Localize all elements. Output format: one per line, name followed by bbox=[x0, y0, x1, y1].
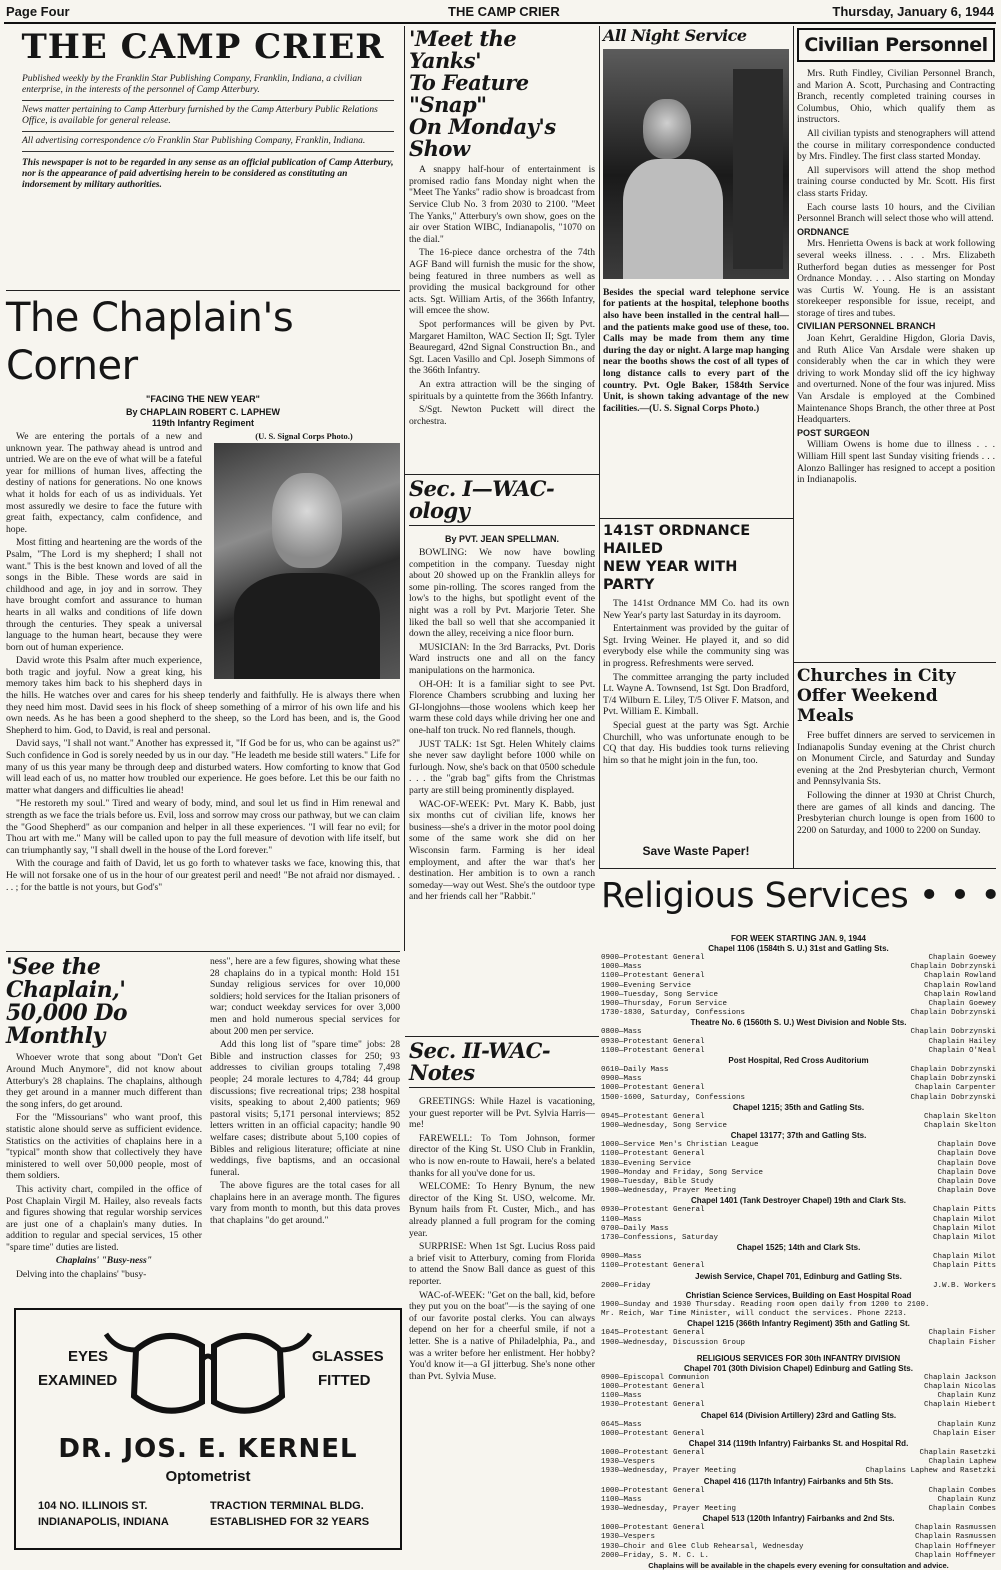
schedule-row bbox=[601, 1113, 996, 1122]
service-time: 0945—Protestant General bbox=[601, 1112, 705, 1121]
division-heading: RELIGIOUS SERVICES FOR 30th INFANTRY DIVISION bbox=[696, 1353, 901, 1363]
service-time: 1000—Protestant General bbox=[601, 1084, 705, 1093]
schedule-row bbox=[601, 963, 996, 972]
service-chaplain: Chaplain Dobrzynski bbox=[910, 963, 996, 972]
paragraph: All civilian typists and stenographers will attend the course in military correspondence conducted by Mrs. Findley. The first class started Monday. bbox=[797, 127, 995, 163]
schedule-row bbox=[601, 1282, 996, 1291]
column-text bbox=[603, 598, 789, 766]
schedule-location-heading: Chapel 1215 (366th Infantry Regiment) 35th and Gatling St. bbox=[687, 1319, 910, 1329]
headline-line: 50,000 Do Monthly bbox=[6, 1000, 128, 1050]
paragraph: Entertainment was provided by the guitar of Sgt. Irving Weiner. He played it, and so did everybody else while the community sing was in progress. Refreshments were served. bbox=[603, 623, 789, 669]
service-chaplain: Chaplain Skelton bbox=[923, 1122, 996, 1131]
paragraph: ness", here are a few figures, showing what these 28 chaplains do in a typical month: Hold 151 Sunday religious services for over 10,000 soldiers; hold services for the Italian prisoners of war; conduct weekday services for over 3,000 men and hold numerous special services for about 200 men per service. bbox=[210, 956, 400, 1037]
service-chaplain: Chaplain Hoffmeyer bbox=[914, 1551, 996, 1560]
service-chaplain: Chaplain Dobrzynski bbox=[910, 1093, 996, 1102]
service-chaplain: Chaplain Dove bbox=[937, 1187, 996, 1196]
schedule-row bbox=[601, 1234, 996, 1243]
schedule-row bbox=[601, 1383, 996, 1392]
service-chaplain: Chaplain Milot bbox=[932, 1234, 996, 1243]
service-time: 1900—Thursday, Forum Service bbox=[601, 1000, 728, 1009]
schedule-location-heading: Christian Science Services, Building on East Hospital Road bbox=[685, 1290, 912, 1300]
schedule-row bbox=[601, 1160, 996, 1169]
schedule-row bbox=[601, 1000, 996, 1009]
service-chaplain: Chaplain Laphew bbox=[928, 1458, 996, 1467]
column-text bbox=[210, 956, 400, 1227]
schedule-row bbox=[601, 1552, 996, 1561]
all-night-service bbox=[603, 28, 789, 516]
service-time: Mr. Reich, War Time Minister, will conduct the services. Phone 2213. bbox=[601, 1310, 908, 1319]
yanks-article bbox=[409, 28, 595, 472]
ad-established: ESTABLISHED FOR 32 YEARS bbox=[210, 1516, 370, 1528]
paragraph: S/Sgt. Newton Puckett will direct the orchestra. bbox=[409, 404, 595, 427]
civilian-personnel bbox=[797, 28, 995, 658]
paragraph: WAC-OF-WEEK: Pvt. Mary K. Babb, just six months cut of civilian life, knows her business—she's a driver in the motor pool doing some of the same work she did on her Wisconsin farm. Farming is her ideal employment, and after the war that's her destination. Her ambition is to own a ranch someday—way out West. She's the outdoor type and her friends call her "Rabbit." bbox=[409, 798, 595, 903]
paragraph: Spot performances will be given by Pvt. Margaret Hamilton, WAC Section II; Sgt. Tyler Beauregard, 42nd Signal Construction Bn., and Sgt. Lacen Vasillo and Cpl. Joseph Simmons of the 366th Infantry. bbox=[409, 319, 595, 377]
paragraph: OH-OH: It is a familiar sight to see Pvt. Florence Chambers scrubbing and luxing her GI-longjohns—those woolens which keep her warm these cold days while driving her one and one-half ton truck. No red flannels, though. bbox=[409, 678, 595, 736]
service-time: 1100—Protestant General bbox=[601, 1262, 705, 1271]
service-chaplain: Chaplain Kunz bbox=[937, 1392, 996, 1401]
schedule-row bbox=[601, 1047, 996, 1056]
service-time: 0900—Mass bbox=[601, 1075, 642, 1084]
headline-line: On Monday's Show bbox=[409, 114, 556, 162]
paragraph: For the "Missourians" who want proof, this statistic alone should serve as sufficient evidence. Statistics on the activities of chaplains here in a "typical" month show that collectively they have ministered to well over 50,000 people, most of them soldiers. bbox=[6, 1112, 202, 1182]
section-title: Sec. II-WAC-Notes bbox=[409, 1040, 595, 1088]
schedule-row bbox=[601, 1533, 996, 1542]
schedule-row bbox=[601, 1075, 996, 1084]
wacnotes-article bbox=[409, 1040, 595, 1548]
subheading: POST SURGEON bbox=[797, 427, 870, 438]
service-time: 1900—Wednesday, Prayer Meeting bbox=[601, 1187, 737, 1196]
service-chaplain: Chaplain O'Neal bbox=[928, 1046, 996, 1055]
schedule-row bbox=[601, 1084, 996, 1093]
service-time: 0930—Protestant General bbox=[601, 1037, 705, 1046]
service-chaplain: Chaplain Combes bbox=[928, 1486, 996, 1495]
schedule-row bbox=[601, 1374, 996, 1383]
service-time: 1900—Monday and Friday, Song Service bbox=[601, 1168, 764, 1177]
schedule-row bbox=[601, 1339, 996, 1348]
schedule-row bbox=[601, 1524, 996, 1533]
see-chaplain-article bbox=[6, 956, 400, 1300]
service-chaplain: Chaplain Dobrzynski bbox=[910, 1066, 996, 1075]
column-text bbox=[797, 730, 995, 836]
paragraph: FAREWELL: To Tom Johnson, former director of the King St. USO Club in Franklin, who is now en-route to Hawaii, here's a belated thanks for all you've done for us. bbox=[409, 1132, 595, 1179]
headline-line: 141ST ORDNANCE HAILED bbox=[603, 523, 751, 557]
service-time: 1000—Service Men's Christian League bbox=[601, 1141, 759, 1150]
service-chaplain: Chaplains Laphew and Rasetzki bbox=[865, 1467, 996, 1476]
paragraph: Special guest at the party was Sgt. Archie Churchill, who was unfortunate enough to be CQ that day. His buddies took turns relieving him so that he might join in the fun, too. bbox=[603, 719, 789, 766]
service-chaplain: Chaplain Eiser bbox=[932, 1429, 996, 1438]
service-time: 1500-1600, Saturday, Confessions bbox=[601, 1093, 746, 1102]
service-time: 0610—Daily Mass bbox=[601, 1066, 669, 1075]
service-time: 1730-1830, Saturday, Confessions bbox=[601, 1009, 746, 1018]
headline-line: 'See the Chaplain,' bbox=[6, 954, 126, 1004]
schedule-row bbox=[601, 1329, 996, 1338]
service-time: 1930—Wednesday, Prayer Meeting bbox=[601, 1467, 737, 1476]
paragraph: With the courage and faith of David, let us go forth to whatever tasks we face, knowing this, that He will not forsake one of us in the hour of our greatest peril and need! "Be not afraid nor dismayed. . . . ; for the battle is not yours, but God's" bbox=[6, 858, 400, 893]
paragraph: We are entering the portals of a new and unknown year. The pathway ahead is untrod and untried. We are on the eve of what will be a fateful year for millions of human lives, affecting the destiny of nations for generations. No one knows what it holds for each of us as individuals. Yet most assuredly we desire to face the future with great faith, expectancy, calm confidence, and hope. bbox=[6, 431, 202, 535]
schedule-location-heading: Chapel 13177; 37th and Gatling Sts. bbox=[730, 1131, 867, 1141]
ordnance-party-article bbox=[603, 522, 789, 866]
service-chaplain: Chaplain Rasetzki bbox=[919, 1448, 996, 1457]
service-time: 0800—Mass bbox=[601, 1028, 642, 1037]
division-schedule bbox=[601, 1364, 996, 1561]
schedule-row bbox=[601, 1467, 996, 1476]
service-chaplain: Chaplain Fisher bbox=[928, 1329, 996, 1338]
service-chaplain: Chaplain Dove bbox=[937, 1150, 996, 1159]
schedule-row bbox=[601, 1430, 996, 1439]
paragraph: Mrs. Ruth Findley, Civilian Personnel Branch, and Marion A. Scott, Purchasing and Contracting Branch, recently completed training courses in Columbus, Ohio, which qualify them as instructors. bbox=[797, 68, 995, 126]
service-time: 0930—Protestant General bbox=[601, 1206, 705, 1215]
schedule-location-heading: Chapel 1106 (1584th S. U.) 31st and Gatling Sts. bbox=[708, 944, 889, 953]
masthead-notice-advertising: All advertising correspondence c/o Franklin Star Publishing Company, Franklin, Indiana. bbox=[22, 136, 394, 152]
paragraph: Most fitting and heartening are the words of the Psalm, "The Lord is my shepherd; I shall not want." This is the best known and loved of all the songs in the Bible. These words are said in childhood and age, in joy and in sorrow. They have brought comfort and assurance to human hearts in all walks and conditions of life down through the centuries. They speak a universal language to the human heart, because they were born out of human experience. bbox=[6, 537, 202, 653]
service-time: 1000—Protestant General bbox=[601, 1429, 705, 1438]
schedule-location-heading: Post Hospital, Red Cross Auditorium bbox=[728, 1056, 869, 1066]
service-time: 1100—Mass bbox=[601, 1215, 642, 1224]
telephone-photo bbox=[603, 49, 789, 279]
column-text bbox=[6, 1052, 202, 1280]
subheading: Chaplains' "Busy-ness" bbox=[55, 1255, 153, 1267]
service-time: 1730—Confessions, Saturday bbox=[601, 1234, 719, 1243]
service-time: 1100—Protestant General bbox=[601, 1046, 705, 1055]
ad-title: Optometrist bbox=[165, 1468, 251, 1485]
issue-date: Thursday, January 6, 1944 bbox=[832, 4, 994, 19]
service-chaplain: Chaplain Pitts bbox=[932, 1206, 996, 1215]
service-time: 1930—Vespers bbox=[601, 1533, 656, 1542]
paragraph: David says, "I shall not want." Another has expressed it, "If God be for us, who can be against us?" Such confidence in God is sorely needed by us in our day. "He leadeth me beside still waters." Life for many of us this year many be through deep and disturbed waters. How comforting to know that God will lead each of us, no matter how troubled our experience. He goes before. Let this be our faith no matter what dangers and difficulties lie ahead! bbox=[6, 738, 400, 796]
paragraph: WAC-of-WEEK: "Get on the ball, kid, before they put you on the boat"—is the saying of one of our favorite postal clerks. You can always depend on her for a cheerful smile, if not a letter. She is a native of Philadelphia, Pa., and was a writer before her enlistment. Her hobby? You'd know it—a GI jitterbug. She's none other than Pvt. Sylvia Muse. bbox=[409, 1289, 595, 1382]
headline-line: 'Meet the Yanks' bbox=[409, 26, 517, 74]
schedule-row bbox=[601, 1028, 996, 1037]
eyeglasses-icon bbox=[16, 1310, 400, 1420]
schedule-location-heading: Chapel 1215; 35th and Gatling Sts. bbox=[732, 1102, 865, 1112]
article-byline: By CHAPLAIN ROBERT C. LAPHEW bbox=[125, 407, 280, 417]
paragraph: William Owens is home due to illness . . . William Hill spent last Sunday visiting friends . . . Alonzo Ballinger has resigned to accept a position in Indianapolis. bbox=[797, 439, 995, 486]
schedule-row bbox=[601, 982, 996, 991]
schedule-row bbox=[601, 1169, 996, 1178]
article-unit: 119th Infantry Regiment bbox=[151, 418, 255, 428]
schedule-row bbox=[601, 1206, 996, 1215]
section-title: Civilian Personnel bbox=[797, 28, 995, 62]
service-time: 1900—Wednesday, Discussion Group bbox=[601, 1338, 746, 1347]
service-chaplain: Chaplain Dobrzynski bbox=[910, 1075, 996, 1084]
paragraph: Whoever wrote that song about "Don't Get Around Much Anymore", did not know about Atterbury's 28 chaplains. The chaplains, although they get around in a manner much different than the song infers, do get around. bbox=[6, 1052, 202, 1110]
service-time: 0900—Episcopal Communion bbox=[601, 1373, 710, 1382]
service-time: 1900—Tuesday, Bible Study bbox=[601, 1178, 714, 1187]
masthead bbox=[6, 28, 400, 286]
service-chaplain: Chaplain Rasmussen bbox=[914, 1533, 996, 1542]
column-text bbox=[797, 68, 995, 486]
paragraph: "He restoreth my soul." Tired and weary of body, mind, and soul let us find in Him renewal and strength as we face the trials before us. Evil, loss and sorrow may cross our pathway, but we can claim the "Good Shepherd" as our companion and helper in all these experiences. "I will fear no evil; for Thou art with me." Many will be called upon to pay the full measure of devotion with life itself, but can triumphantly say, "I shall dwell in the house of the Lord forever." bbox=[6, 798, 400, 856]
save-waste-paper: Save Waste Paper! bbox=[642, 844, 750, 858]
paragraph: WELCOME: To Henry Bynum, the new director of the King St. USO, welcome. Mr. Bynum hails from Ft. Custer, Mich., and has already planned a full program for the coming year. bbox=[409, 1181, 595, 1239]
ad-name: DR. JOS. E. KERNEL bbox=[58, 1434, 358, 1464]
subheading: CIVILIAN PERSONNEL BRANCH bbox=[797, 321, 936, 332]
masthead-title: THE CAMP CRIER bbox=[21, 27, 385, 67]
service-time: 1100—Protestant General bbox=[601, 972, 705, 981]
masthead-notice-disclaimer: This newspaper is not to be regarded in any sense as an official publication of Camp Atterbury, nor is the appearance of paid advertising herein to be considered as constituting an indorsement by military authorities. bbox=[22, 158, 394, 190]
service-chaplain: Chaplain Dobrzynski bbox=[910, 1028, 996, 1037]
schedule-row bbox=[601, 1253, 996, 1262]
service-time: 1000—Protestant General bbox=[601, 1524, 705, 1533]
paragraph: Mrs. Henrietta Owens is back at work following several weeks illness. . . . Mrs. Elizabeth Rutherford began duties as messenger for Post Ordnance Monday. . . . Also starting on Monday was Curtis W. Young. He is an assistant storekeeper responsible for issue, receipt, and storage of tires and tubes. bbox=[797, 238, 995, 319]
paragraph: The committee arranging the party included Lt. Wayne A. Townsend, 1st Sgt. Don Bradford, T/4 Wilburn E. Liley, T/5 Oliver F. Matson, and Pvt. William E. Kimball. bbox=[603, 671, 789, 718]
service-chaplain: Chaplain Fisher bbox=[928, 1338, 996, 1347]
paragraph: The 141st Ordnance MM Co. had its own New Year's party last Saturday in its dayroom. bbox=[603, 598, 789, 621]
week-heading: FOR WEEK STARTING JAN. 9, 1944 bbox=[731, 934, 866, 943]
section-title: Religious Services • • • bbox=[601, 876, 1001, 916]
service-chaplain: Chaplain Kunz bbox=[937, 1420, 996, 1429]
section-title: All Night Service bbox=[603, 26, 747, 45]
service-chaplain: Chaplain Hailey bbox=[928, 1037, 996, 1046]
service-chaplain: Chaplain Milot bbox=[932, 1253, 996, 1262]
masthead-notice-news: News matter pertaining to Camp Atterbury furnished by the Camp Atterbury Public Relations Office, is available for general release. bbox=[22, 105, 394, 132]
ad-address-city: INDIANAPOLIS, INDIANA bbox=[38, 1516, 169, 1528]
schedule-row bbox=[601, 1150, 996, 1159]
schedule-row bbox=[601, 1178, 996, 1187]
article-subtitle: "FACING THE NEW YEAR" bbox=[146, 394, 260, 404]
service-chaplain: Chaplain Carpenter bbox=[914, 1084, 996, 1093]
headline-line: NEW YEAR WITH PARTY bbox=[603, 559, 738, 593]
service-time: 0900—Mass bbox=[601, 1253, 642, 1262]
paragraph: Delving into the chaplains' "busy- bbox=[16, 1269, 147, 1281]
schedule-footer: Chaplains will be available in the chapels every evening for consultation and advice. bbox=[648, 1560, 949, 1570]
section-title: Sec. I—WAC-ology bbox=[409, 478, 595, 526]
paragraph: An extra attraction will be the singing of spirituals by a quintette from the 366th Infantry. bbox=[409, 378, 595, 402]
service-time: 1900—Sunday and 1930 Thursday. Reading room open daily from 1200 to 2100. bbox=[601, 1300, 930, 1309]
paragraph: JUST TALK: 1st Sgt. Helen Whitely claims she never saw daylight before 1000 while on furlough. Now, she's back on that 0500 schedule . . . the "grab bag" gifts from the Christmas party are still being prominently displayed. bbox=[409, 738, 595, 796]
service-time: 1930—Choir and Glee Club Rehearsal, Wednesday bbox=[601, 1542, 804, 1551]
photo-caption: Besides the special ward telephone service for patients at the hospital, telephone booths also have been installed in the central hall—and the patients make good use of these, too. Calls may be made from them any time during the day or night. A large map hanging near the booths shows the cost of all types of long distance calls to every part of the country. Pvt. Ogle Baker, 1584th Service Unit, is shown taking advantage of the new facilities.—(U. S. Signal Corps Photo.) bbox=[603, 286, 789, 414]
paragraph: GREETINGS: While Hazel is vacationing, your guest reporter will be Pvt. Sylvia Harris—me! bbox=[409, 1096, 595, 1131]
service-time: 1100—Protestant General bbox=[601, 1150, 705, 1159]
paragraph: Joan Kehrt, Geraldine Higdon, Gloria Davis, and Ruth Alice Van Arsdale were shaken up considerably when the car in which they were driving to work Monday slid off the icy highway and overturned. None of the four was injured. Miss Van Arsdale is employed at the Combined Maintenance Shops Branch, the other three at Post Headquarters. bbox=[797, 333, 995, 426]
service-chaplain: Chaplain Rowland bbox=[923, 981, 996, 990]
service-time: 1000—Protestant General bbox=[601, 1486, 705, 1495]
schedule-location-heading: Chapel 614 (Division Artillery) 23rd and Gatling Sts. bbox=[700, 1410, 897, 1420]
schedule-location-heading: Jewish Service, Chapel 701, Edinburg and Gatling Sts. bbox=[695, 1271, 902, 1281]
paragraph: SURPRISE: When 1st Sgt. Lucius Ross paid a brief visit to Atterbury, coming from Florida to attend the Snow Ball dance as guest of this reporter. bbox=[409, 1241, 595, 1287]
article-byline: By PVT. JEAN SPELLMAN. bbox=[444, 534, 560, 545]
service-chaplain: Chaplain Milot bbox=[932, 1215, 996, 1224]
paragraph: Following the dinner at 1930 at Christ Church, there are games of all kinds and dancing. The Presbyterian church lounge is open from 1600 to 2200 on Saturday, and 1000 to 2200 on Sunday. bbox=[797, 789, 995, 836]
service-chaplain: Chaplain Milot bbox=[932, 1224, 996, 1233]
schedule-row bbox=[601, 1310, 996, 1319]
service-time: 0900—Protestant General bbox=[601, 954, 705, 962]
service-chaplain: Chaplain Goewey bbox=[928, 954, 996, 962]
schedule-location-heading: Chapel 1401 (Tank Destroyer Chapel) 19th and Clark Sts. bbox=[690, 1196, 907, 1206]
service-time: 2000—Friday, S. M. C. L. bbox=[601, 1551, 710, 1560]
wacology-article bbox=[409, 478, 595, 1026]
paragraph: This activity chart, compiled in the office of Post Chaplain Virgil M. Hailey, also reveals facts and figures showing that regular worship services are just one of a chaplain's many duties. In addition to regular and special services, 15 other "spare time" duties are listed. bbox=[6, 1183, 202, 1253]
column-text bbox=[409, 1096, 595, 1382]
schedule-row bbox=[601, 1009, 996, 1018]
paragraph: Free buffet dinners are served to servicemen in Indianapolis Sunday evening at the Christ church on Monument Circle, and Saturday and Sunday evening at the 2nd Presbyterian church, Vermont and Pennsylvania Sts. bbox=[797, 730, 995, 788]
paragraph: The above figures are the total cases for all chaplains here in an average month. The figures vary from month to month, but this data proves that chaplains "do get around." bbox=[210, 1180, 400, 1227]
service-time: 1000—Mass bbox=[601, 963, 642, 972]
paragraph: All supervisors will attend the shop method training course conducted by Mr. Scott. His first class starts Friday. bbox=[797, 164, 995, 199]
service-chaplain: Chaplain Skelton bbox=[923, 1112, 996, 1121]
service-chaplain: Chaplain Dove bbox=[937, 1159, 996, 1168]
schedule-location-heading: Chapel 416 (117th Infantry) Fairbanks and 5th Sts. bbox=[703, 1476, 894, 1486]
schedule-row bbox=[601, 954, 996, 963]
chaplain-corner-body bbox=[6, 431, 400, 893]
service-chaplain: Chaplain Kunz bbox=[937, 1495, 996, 1504]
service-time: 1830—Evening Service bbox=[601, 1159, 692, 1168]
service-time: 1100—Mass bbox=[601, 1495, 642, 1504]
schedule-row bbox=[601, 1187, 996, 1196]
header-paper-name: THE CAMP CRIER bbox=[448, 4, 560, 19]
schedule-row bbox=[601, 1141, 996, 1150]
paragraph: David wrote this Psalm after much experience, both tragic and joyful. Now a great king, his memory takes him back to his shepherd days in the hills. He watches over and cares for his sheep tenderly and faithfully. He is always there when they need him most. David sees in his flock of sheep something of a mirror of his own life and his own needs. As he has been a good shepherd to the sheep, so the Lord has been, and is, the Good Shepherd to him. God, to David, is real and personal. bbox=[6, 655, 400, 736]
service-chaplain: Chaplain Hiebert bbox=[923, 1401, 996, 1410]
schedule-row bbox=[601, 1421, 996, 1430]
schedule-row bbox=[601, 1401, 996, 1410]
schedule-row bbox=[601, 1038, 996, 1047]
chaplain-corner bbox=[6, 294, 400, 948]
service-chaplain: Chaplain Pitts bbox=[932, 1262, 996, 1271]
service-chaplain: Chaplain Rowland bbox=[923, 990, 996, 999]
headline-line: Offer Weekend Meals bbox=[797, 686, 938, 726]
service-time: 1900—Tuesday, Song Service bbox=[601, 990, 719, 999]
paragraph: A snappy half-hour of entertainment is promised radio fans Monday night when the "Meet The Yanks" radio show is broadcast from Service Club No. 3 from 2030 to 2100. "Meet The Yanks," Atterbury's own show, goes on the air over Station WIBC, Indianapolis, "1070 on the dial." bbox=[409, 164, 595, 245]
paragraph: BOWLING: We now have bowling competition in the company. Tuesday night about 20 showed up on the Franklin alleys for some pin-rolling. The scores ranged from the low's to the highs, but spotlight event of the night was a roll by Pvt. Marjorie Teter. She liked the ball so well that she accompanied it down the alley, receiving a nice floor burn. bbox=[409, 547, 595, 640]
service-time: 0645—Mass bbox=[601, 1420, 642, 1429]
service-chaplain: Chaplain Dove bbox=[937, 1168, 996, 1177]
service-chaplain: Chaplain Dobrzynski bbox=[910, 1009, 996, 1018]
column-text bbox=[409, 547, 595, 903]
photo-credit: (U. S. Signal Corps Photo.) bbox=[255, 431, 353, 441]
service-chaplain: Chaplain Hoffmeyer bbox=[914, 1542, 996, 1551]
schedule-row bbox=[601, 991, 996, 1000]
schedule-row bbox=[601, 1066, 996, 1075]
schedule-location-heading: Theatre No. 6 (1560th S. U.) West Division and Noble Sts. bbox=[690, 1018, 907, 1028]
ad-address-building: TRACTION TERMINAL BLDG. bbox=[210, 1500, 364, 1512]
service-chaplain: Chaplain Combes bbox=[928, 1504, 996, 1513]
optometrist-ad bbox=[14, 1308, 402, 1550]
service-chaplain: Chaplain Dove bbox=[937, 1178, 996, 1187]
schedule-row bbox=[601, 1262, 996, 1271]
schedule-row bbox=[601, 972, 996, 981]
headline-line: To Feature "Snap" bbox=[409, 70, 529, 118]
service-chaplain: Chaplain Rasmussen bbox=[914, 1524, 996, 1533]
schedule-location-heading: Chapel 1525; 14th and Clark Sts. bbox=[736, 1243, 861, 1253]
chaplain-photo bbox=[214, 443, 400, 679]
paragraph: Add this long list of "spare time" jobs: 28 Bible and instruction classes for 250; 93 addresses to civilian groups totaling 7,498 people; 24 morale lectures to 4,784; 44 group discussions; five recreational trips; 238 hospital visits, speaking to about 2,400 patients; 969 pastoral visits; 5,171 personal interviews; 852 letters written in an official capacity; handle 90 welfare cases; distribute about 5,100 copies of Bibles and religious literature; officiate at nine weddings, five baptisms, and an occasional funeral. bbox=[210, 1039, 400, 1178]
chaplain-photo-block bbox=[208, 431, 400, 679]
schedule-row bbox=[601, 1392, 996, 1401]
subheading: ORDNANCE bbox=[797, 226, 850, 237]
service-chaplain: Chaplain Rowland bbox=[923, 972, 996, 981]
service-time: 1900—Evening Service bbox=[601, 981, 692, 990]
schedule-row bbox=[601, 1496, 996, 1505]
service-chaplain: Chaplain Goewey bbox=[928, 1000, 996, 1009]
schedule-row bbox=[601, 1449, 996, 1458]
schedule-row bbox=[601, 1216, 996, 1225]
service-chaplain: Chaplain Dove bbox=[937, 1141, 996, 1150]
schedule-location-heading: Chapel 513 (120th Infantry) Fairbanks and 2nd Sts. bbox=[702, 1514, 895, 1524]
ad-examined: EXAMINED bbox=[38, 1372, 118, 1389]
churches-article bbox=[797, 666, 995, 864]
service-chaplain: Chaplain Jackson bbox=[923, 1373, 996, 1382]
schedule-row bbox=[601, 1458, 996, 1467]
service-time: 1000—Protestant General bbox=[601, 1382, 705, 1391]
schedule-row bbox=[601, 1225, 996, 1234]
religious-services bbox=[601, 872, 1001, 1570]
paragraph: The 16-piece dance orchestra of the 74th AGF Band will furnish the music for the show, being featured in three numbers as well as providing the musical background for other acts. Sgt. William Artis, of the 366th Infantry, will emcee the show. bbox=[409, 247, 595, 317]
schedule-location-heading: Chapel 314 (119th Infantry) Fairbanks St. and Hospital Rd. bbox=[688, 1438, 909, 1448]
service-time: 1930—Wednesday, Prayer Meeting bbox=[601, 1504, 737, 1513]
page-number: Page Four bbox=[6, 4, 70, 19]
services-schedule bbox=[601, 944, 996, 1348]
schedule-row bbox=[601, 1487, 996, 1496]
ad-address-street: 104 NO. ILLINOIS ST. bbox=[38, 1500, 148, 1512]
service-time: 1900—Wednesday, Song Service bbox=[601, 1122, 728, 1131]
masthead-notice-publisher: Published weekly by the Franklin Star Publishing Company, Franklin, Indiana, a civilian enterprise, in the interests of the personnel of Camp Atterbury. bbox=[22, 74, 394, 101]
chaplain-corner-title: The Chaplain's Corner bbox=[6, 295, 294, 389]
schedule-row bbox=[601, 1122, 996, 1131]
schedule-row bbox=[601, 1094, 996, 1103]
service-time: 1930—Protestant General bbox=[601, 1401, 705, 1410]
schedule-row bbox=[601, 1301, 996, 1310]
schedule-row bbox=[601, 1543, 996, 1552]
service-chaplain: J.W.B. Workers bbox=[932, 1281, 996, 1290]
service-time: 2000—Friday bbox=[601, 1281, 651, 1290]
ad-glasses: GLASSES bbox=[312, 1348, 384, 1365]
headline-line: Churches in City bbox=[797, 666, 956, 686]
service-time: 1045—Protestant General bbox=[601, 1329, 705, 1338]
service-time: 1000—Protestant General bbox=[601, 1448, 705, 1457]
paragraph: Each course lasts 10 hours, and the Civilian Personnel Branch will select those who will attend. bbox=[797, 201, 995, 225]
service-time: 1930—Vespers bbox=[601, 1458, 656, 1467]
service-chaplain: Chaplain Nicolas bbox=[923, 1382, 996, 1391]
schedule-location-heading: Chapel 701 (30th Division Chapel) Edinburg and Gatling Sts. bbox=[684, 1363, 913, 1373]
schedule-row bbox=[601, 1505, 996, 1514]
column-text bbox=[409, 164, 595, 427]
ad-eyes: EYES bbox=[68, 1348, 109, 1365]
service-time: 1100—Mass bbox=[601, 1392, 642, 1401]
ad-fitted: FITTED bbox=[318, 1372, 371, 1389]
paragraph: MUSICIAN: In the 3rd Barracks, Pvt. Doris Ward instructs one and all on the fancy manipulations on the harmonica. bbox=[409, 641, 595, 677]
service-time: 0700—Daily Mass bbox=[601, 1224, 669, 1233]
